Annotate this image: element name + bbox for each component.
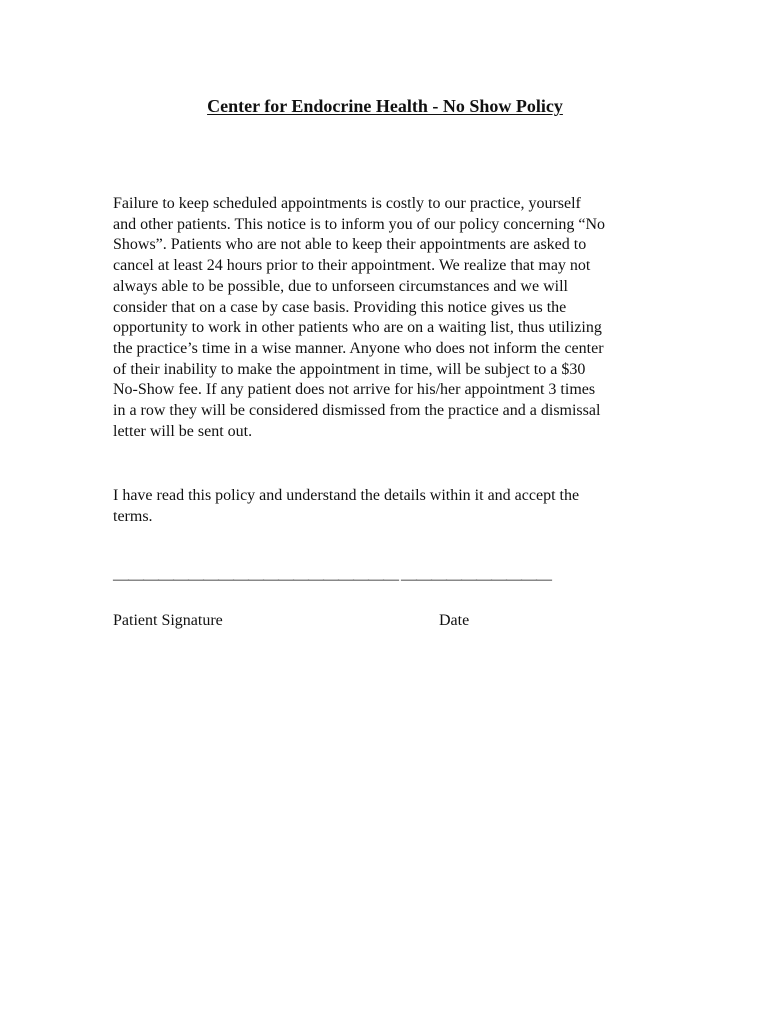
policy-line: in a row they will be considered dismissed from the practice and a dismissal: [113, 402, 601, 420]
policy-line: cancel at least 24 hours prior to their appointment. We realize that may not: [113, 257, 591, 275]
policy-line: letter will be sent out.: [113, 422, 253, 440]
acknowledgement-line: terms.: [113, 507, 153, 525]
policy-line: Shows”. Patients who are not able to keep their appointments are asked to: [113, 236, 587, 254]
policy-line: No-Show fee. If any patient does not arrive for his/her appointment 3 times: [113, 381, 596, 399]
policy-line: of their inability to make the appointment in time, will be subject to a $30: [113, 360, 586, 378]
policy-line: always able to be possible, due to unforseen circumstances and we will: [113, 277, 568, 295]
policy-line: the practice’s time in a wise manner. Anyone who does not inform the center: [113, 339, 604, 357]
page-title: Center for Endocrine Health - No Show Policy: [207, 96, 563, 116]
date-label: Date: [439, 612, 470, 629]
patient-signature-label: Patient Signature: [113, 612, 223, 629]
policy-line: consider that on a case by case basis. Providing this notice gives us the: [113, 298, 567, 316]
policy-line: opportunity to work in other patients who are on a waiting list, thus utilizing: [113, 319, 602, 337]
policy-paragraph: [113, 194, 673, 442]
policy-line: Failure to keep scheduled appointments is costly to our practice, yourself: [113, 195, 581, 212]
acknowledgement-paragraph: [113, 486, 673, 527]
signature-rule: ——————————————————— ——————————: [113, 571, 551, 588]
acknowledgement-line: I have read this policy and understand the details within it and accept the: [113, 487, 580, 504]
policy-line: and other patients. This notice is to inform you of our policy concerning “No: [113, 215, 606, 233]
